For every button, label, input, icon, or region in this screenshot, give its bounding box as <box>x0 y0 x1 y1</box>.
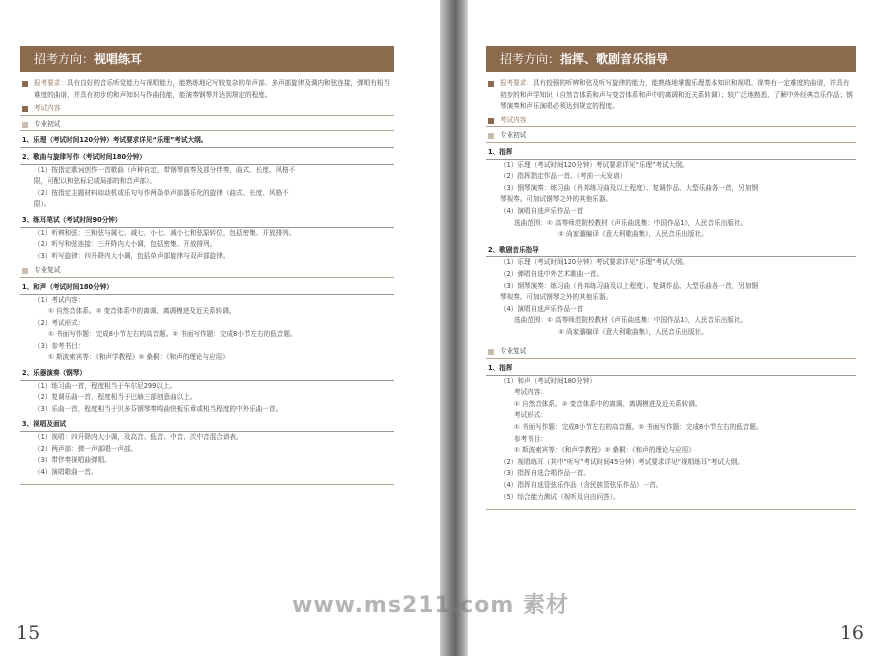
prelim-heading <box>486 130 856 143</box>
page-title: 指挥、歌剧音乐指导 <box>560 52 669 66</box>
square-bullet-icon <box>488 118 494 124</box>
item-line: （3）带伴奏视唱曲弹唱。 <box>34 456 111 465</box>
item-line: 考试形式： <box>514 411 547 420</box>
divider <box>486 503 856 510</box>
square-bullet-icon <box>488 81 494 87</box>
page-content <box>486 78 856 510</box>
item-line: ② 尚家骧编译《意大利歌曲集》，人民音乐出版社。 <box>558 327 708 336</box>
item-line: （3）钢琴演奏：练习曲（肖邦练习曲及以上程度）、复调作品、大型乐曲各一首，另加钢 <box>500 281 759 290</box>
square-bullet-icon <box>22 106 28 112</box>
item-line: 考试内容： <box>514 388 547 397</box>
item-line: （4）指挥自选管弦乐作品（含民族管弦乐作品）一首。 <box>500 481 663 489</box>
exam-content-heading <box>20 103 394 116</box>
item-line: ① 自然音体系。② 变音体系中的离调、离调模进及近关系转调。 <box>514 399 702 408</box>
item-line: （3）指挥自选合唱作品一首。 <box>500 469 590 478</box>
item-line: （5）综合能力测试（视听及自由问答）。 <box>500 492 620 501</box>
item-line: （2）弹唱自选中外艺术歌曲一首。 <box>500 269 604 278</box>
retest-heading <box>486 346 856 359</box>
page-title: 视唱练耳 <box>94 52 143 66</box>
item-line: （3）听写旋律：四升降内大小调，包括单声部旋律与双声部旋律。 <box>34 251 230 260</box>
item-line: ① 斯波索宾等：《和声学教程》② 桑桐：《和声的理论与应用》 <box>48 353 229 362</box>
item-line: （3）乐曲一首，程度相当于贝多芬钢琴奏鸣曲快板乐章或相当程度的中外乐曲一首。 <box>34 404 283 413</box>
item-line: 限）。 <box>34 200 51 209</box>
item-line: （1）乐理（考试时间120分钟）考试要求详见“乐理”考试大纲。 <box>500 258 689 267</box>
section-label: 专业复试 <box>500 347 527 356</box>
item-line: 限，可配以和弦标记或局部的和音声部）。 <box>34 177 156 186</box>
item-heading: 1、乐理（考试时间120分钟）考试要求详见“乐理”考试大纲。 <box>20 135 394 148</box>
item-line: （2）考试形式： <box>34 318 85 327</box>
page-title-bar <box>486 46 856 72</box>
item-heading: 1、指挥 <box>486 363 856 376</box>
square-bullet-icon <box>22 268 28 274</box>
title-prefix: 招考方向： <box>34 52 95 66</box>
section-label: 考试内容 <box>34 104 61 113</box>
item-heading: 2、歌曲与旋律写作（考试时间180分钟） <box>20 152 394 165</box>
item-line: （1）和声（考试时间180分钟） <box>500 376 596 385</box>
item-line: （3）参考书目： <box>34 341 85 350</box>
square-bullet-icon <box>22 81 28 87</box>
item-line: 琴视奏。可加试钢琴之外的其他乐器。 <box>500 293 613 302</box>
item-heading: 2、乐器演奏（钢琴） <box>20 368 394 381</box>
item-line: （3）钢琴演奏：练习曲（肖邦练习曲及以上程度）、复调作品、大型乐曲各一首，另加钢 <box>500 183 759 192</box>
item-line: （2）按指定主题材料如动机或乐句写作两条单声部器乐化的旋律（曲式、长度、风格不 <box>34 188 289 197</box>
item-line: （2）听写和弦连接：三升降内大小调，包括密集、开放排列。 <box>34 240 217 249</box>
item-heading: 3、视唱及面试 <box>20 419 394 432</box>
item-line: 琴视奏。可加试钢琴之外的其他乐器。 <box>500 195 613 204</box>
item-line: ② 尚家骧编译《意大利歌曲集》，人民音乐出版社。 <box>558 230 708 239</box>
section-label: 专业初试 <box>500 131 527 140</box>
requirements <box>486 78 856 113</box>
item-line: （1）考试内容： <box>34 295 85 304</box>
item-line: （1）视唱：四升降内大小调，及高音、低音、中音、次中音混合谱表。 <box>34 433 243 442</box>
section-label: 专业初试 <box>34 119 61 128</box>
item-heading: 3、练耳笔试（考试时间90分钟） <box>20 215 394 228</box>
book-gutter <box>440 0 468 656</box>
item-line: （4）演唱自选声乐作品一首 <box>500 304 584 313</box>
item-line: （2）两声部：弹一声部唱一声部。 <box>34 444 138 453</box>
item-line: （1）乐理（考试时间120分钟）考试要求详见“乐理”考试大纲。 <box>500 160 689 169</box>
item-line: （2）复调乐曲一首，程度相当于巴赫三部创意曲以上。 <box>34 393 197 402</box>
item-line: （2）视唱练耳（其中“听写”考试时间45分钟）考试要求详见“视唱练耳”考试大纲。 <box>500 457 744 466</box>
item-line: （4）演唱自选声乐作品一首 <box>500 206 584 215</box>
item-heading: 2、歌剧音乐指导 <box>486 245 856 258</box>
requirements-text: 具有良好的音乐听觉能力与视唱能力，能熟练地记写较复杂的单声部、多声部旋律及调内和弦连接，弹唱有相当难度的曲谱，并具有初步的和声知识与作曲技能，能演奏钢琴并达到规定的程度。 <box>34 79 391 99</box>
item-line: （4）演唱歌曲一首。 <box>34 467 98 476</box>
right-page <box>468 0 880 656</box>
item-line: （1）听辨和弦：三和弦与属七、减七、小七、减小七和弦原转位，包括密集、开放排列。 <box>34 228 296 237</box>
item-line: ① 书面写作题：完成8小节左右的高音题。② 书面写作题：完成8小节左右的低音题。 <box>514 423 763 432</box>
prelim-heading <box>20 119 394 132</box>
square-bullet-icon <box>22 122 28 128</box>
item-line: ① 书面写作题：完成8小节左右的高音题。② 书面写作题：完成8小节左右的低音题。 <box>48 330 297 339</box>
requirements-label: 报考要求： <box>500 79 533 87</box>
item-line: ① 斯波索宾等：《和声学教程》② 桑桐：《和声的理论与应用》 <box>514 446 695 455</box>
item-line: 参考书目： <box>514 434 547 443</box>
item-heading: 1、和声（考试时间180分钟） <box>20 282 394 295</box>
watermark: www.ms211.com 素材 <box>292 593 569 618</box>
page-title-bar <box>20 46 394 72</box>
item-heading: 1、指挥 <box>486 147 856 160</box>
square-bullet-icon <box>488 349 494 355</box>
exam-content-heading <box>486 115 856 128</box>
item-line: 选曲范围：① 高等师范院校教材《声乐曲选集：中国作品1》，人民音乐出版社。 <box>514 218 748 227</box>
item-line: （1）练习曲一首，程度相当于车尔尼299以上。 <box>34 381 177 390</box>
retest-heading <box>20 265 394 278</box>
section-label: 专业复试 <box>34 266 61 275</box>
item-line: （2）指挥指定作品一首。（考前一天发谱） <box>500 172 627 181</box>
section-label: 考试内容 <box>500 115 527 124</box>
title-prefix: 招考方向： <box>500 52 561 66</box>
item-line: （1）按指定歌词创作一首歌曲（声种自定，带钢琴前奏及部分伴奏，曲式、长度、风格不 <box>34 165 296 174</box>
divider <box>20 478 394 485</box>
page-content <box>20 78 394 485</box>
requirements <box>20 78 394 101</box>
requirements-label: 报考要求： <box>34 79 67 87</box>
square-bullet-icon <box>488 133 494 139</box>
requirements-text: 具有较强的听辨和弦及听写旋律的能力，能熟练地掌握乐理基本知识和视唱。视奏有一定难度的曲谱，并具有初步的和声学知识（自然音体系和声与变音体系和声中的离调和近关系转调）；较广泛地熟悉、了解中外经典音乐作品；钢琴演奏和声乐演唱必须达到规定的程度。 <box>500 79 853 111</box>
page-number: 16 <box>839 622 864 644</box>
page-number: 15 <box>16 622 41 644</box>
item-line: ① 自然音体系。② 变音体系中的离调、离调模进及近关系转调。 <box>48 307 236 316</box>
item-line: 选曲范围：① 高等师范院校教材《声乐曲选集：中国作品1》，人民音乐出版社。 <box>514 316 748 325</box>
